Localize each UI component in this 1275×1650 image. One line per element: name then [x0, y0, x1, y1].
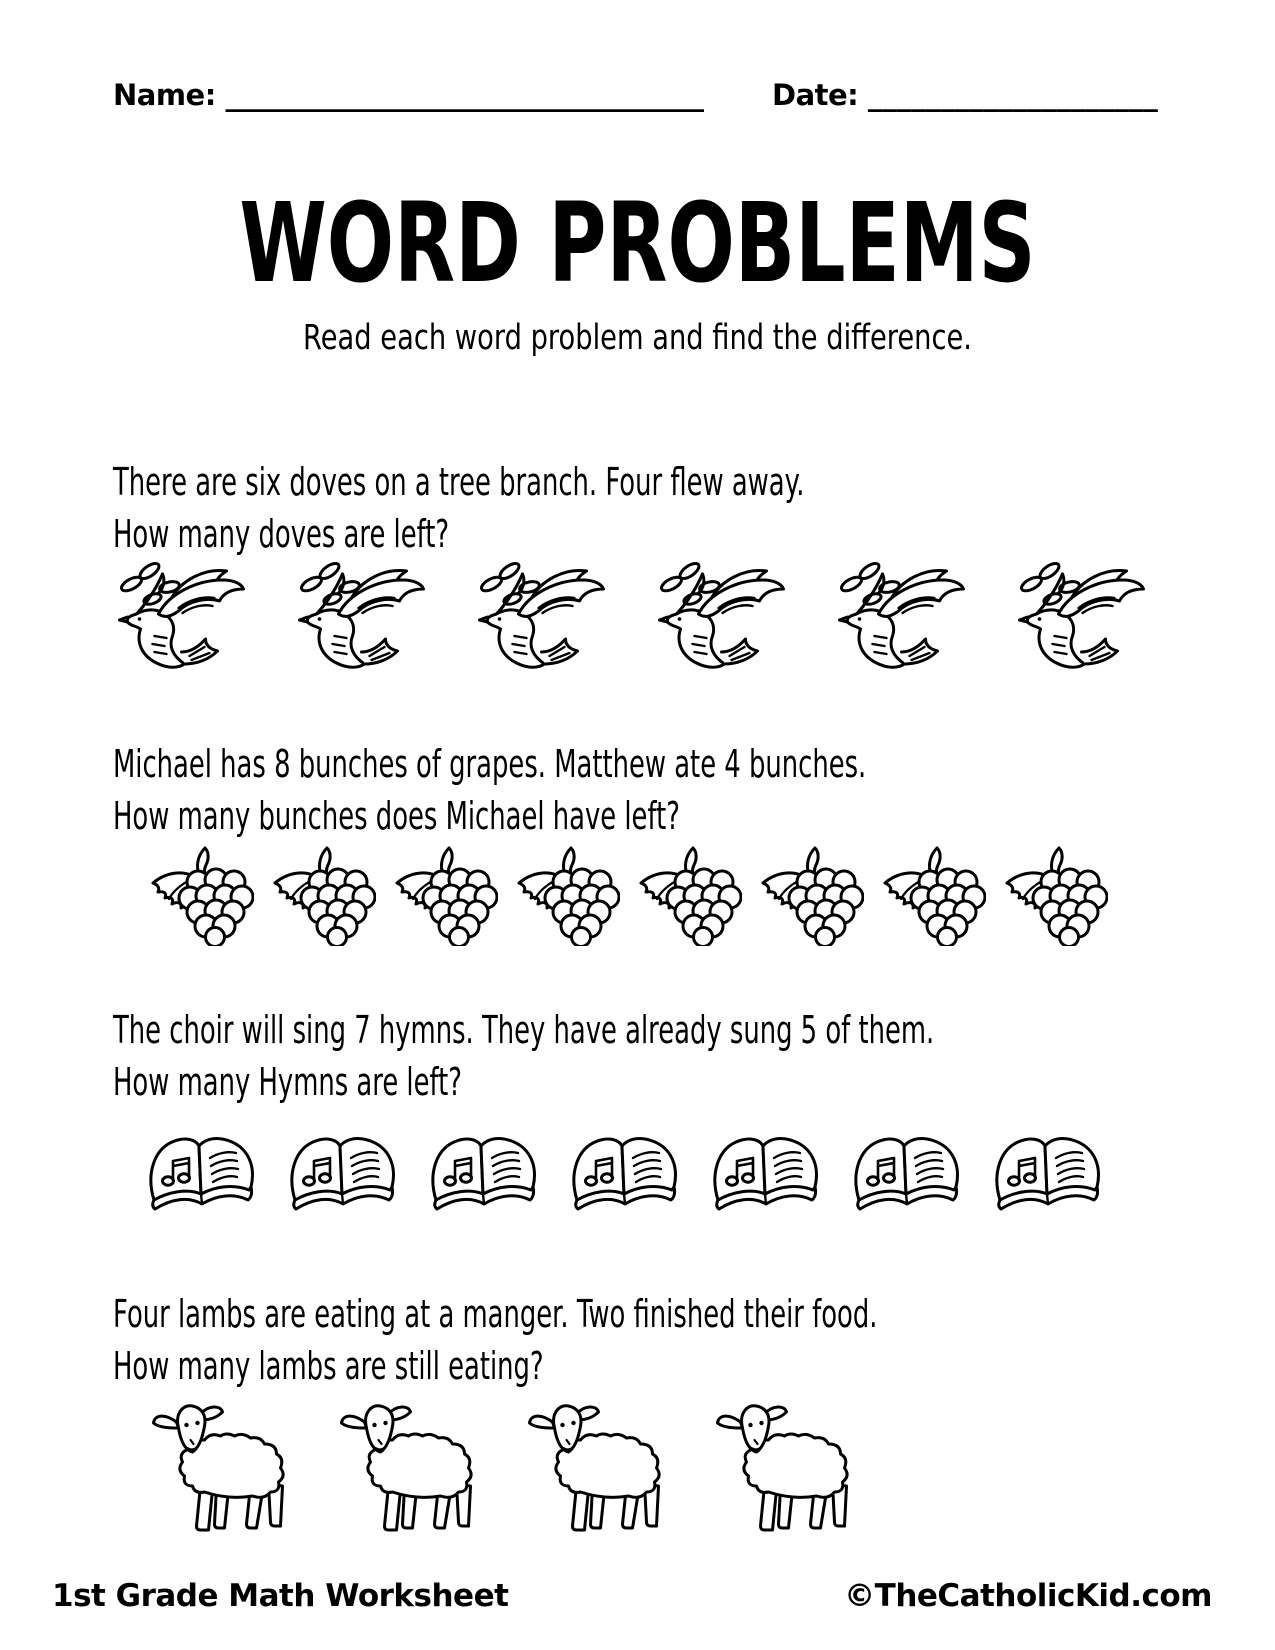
name-blank-line: _________________________________: [225, 78, 704, 112]
lamb-icon: [150, 1400, 306, 1540]
problem-1-text: [113, 456, 804, 560]
grapes-icon: [996, 846, 1108, 946]
lamb-icon: [714, 1400, 870, 1540]
problem-4-text: [113, 1288, 877, 1392]
problem-4-line-2: How many lambs are still eating?: [113, 1344, 544, 1388]
hymn-book-icon: [561, 1136, 689, 1222]
footer-source-credit: ©TheCatholicKid.com: [844, 1578, 1212, 1614]
dove-icon: [472, 556, 608, 674]
problem-1-line-2: How many doves are left?: [113, 512, 450, 556]
problem-1-icon-row: [112, 556, 1148, 674]
grapes-icon: [142, 846, 254, 946]
dove-icon: [832, 556, 968, 674]
problem-2-text: [113, 738, 866, 842]
grapes-icon: [264, 846, 376, 946]
dove-icon: [112, 556, 248, 674]
lamb-icon: [338, 1400, 494, 1540]
page-instructions: Read each word problem and find the difference.: [303, 318, 972, 358]
grapes-icon: [752, 846, 864, 946]
problem-3-line-1: The choir will sing 7 hymns. They have already sung 5 of them.: [113, 1008, 935, 1052]
lamb-icon: [526, 1400, 682, 1540]
problem-3-text: [113, 1004, 934, 1108]
problem-4-line-1: Four lambs are eating at a manger. Two finished their food.: [113, 1292, 878, 1336]
problem-4-icon-row: [150, 1400, 870, 1540]
problem-3-icon-row: [138, 1136, 1112, 1222]
problem-1-line-1: There are six doves on a tree branch. Four flew away.: [113, 460, 805, 504]
date-field: [772, 78, 1158, 112]
name-field: [113, 78, 704, 112]
dove-icon: [292, 556, 428, 674]
date-label: Date:: [772, 78, 859, 112]
grapes-icon: [630, 846, 742, 946]
hymn-book-icon: [984, 1136, 1112, 1222]
date-blank-line: ____________________: [867, 78, 1158, 112]
problem-3-line-2: How many Hymns are left?: [113, 1060, 462, 1104]
hymn-book-icon: [843, 1136, 971, 1222]
footer-worksheet-label: 1st Grade Math Worksheet: [52, 1578, 509, 1614]
grapes-icon: [508, 846, 620, 946]
grapes-icon: [874, 846, 986, 946]
hymn-book-icon: [702, 1136, 830, 1222]
dove-icon: [652, 556, 788, 674]
problem-2-icon-row: [142, 846, 1108, 946]
grapes-icon: [386, 846, 498, 946]
name-label: Name:: [113, 78, 216, 112]
hymn-book-icon: [279, 1136, 407, 1222]
problem-2-line-1: Michael has 8 bunches of grapes. Matthew ate 4 bunches.: [113, 742, 867, 786]
problem-2-line-2: How many bunches does Michael have left?: [113, 794, 680, 838]
hymn-book-icon: [420, 1136, 548, 1222]
hymn-book-icon: [138, 1136, 266, 1222]
page-title: WORD PROBLEMS: [239, 179, 1036, 307]
dove-icon: [1012, 556, 1148, 674]
